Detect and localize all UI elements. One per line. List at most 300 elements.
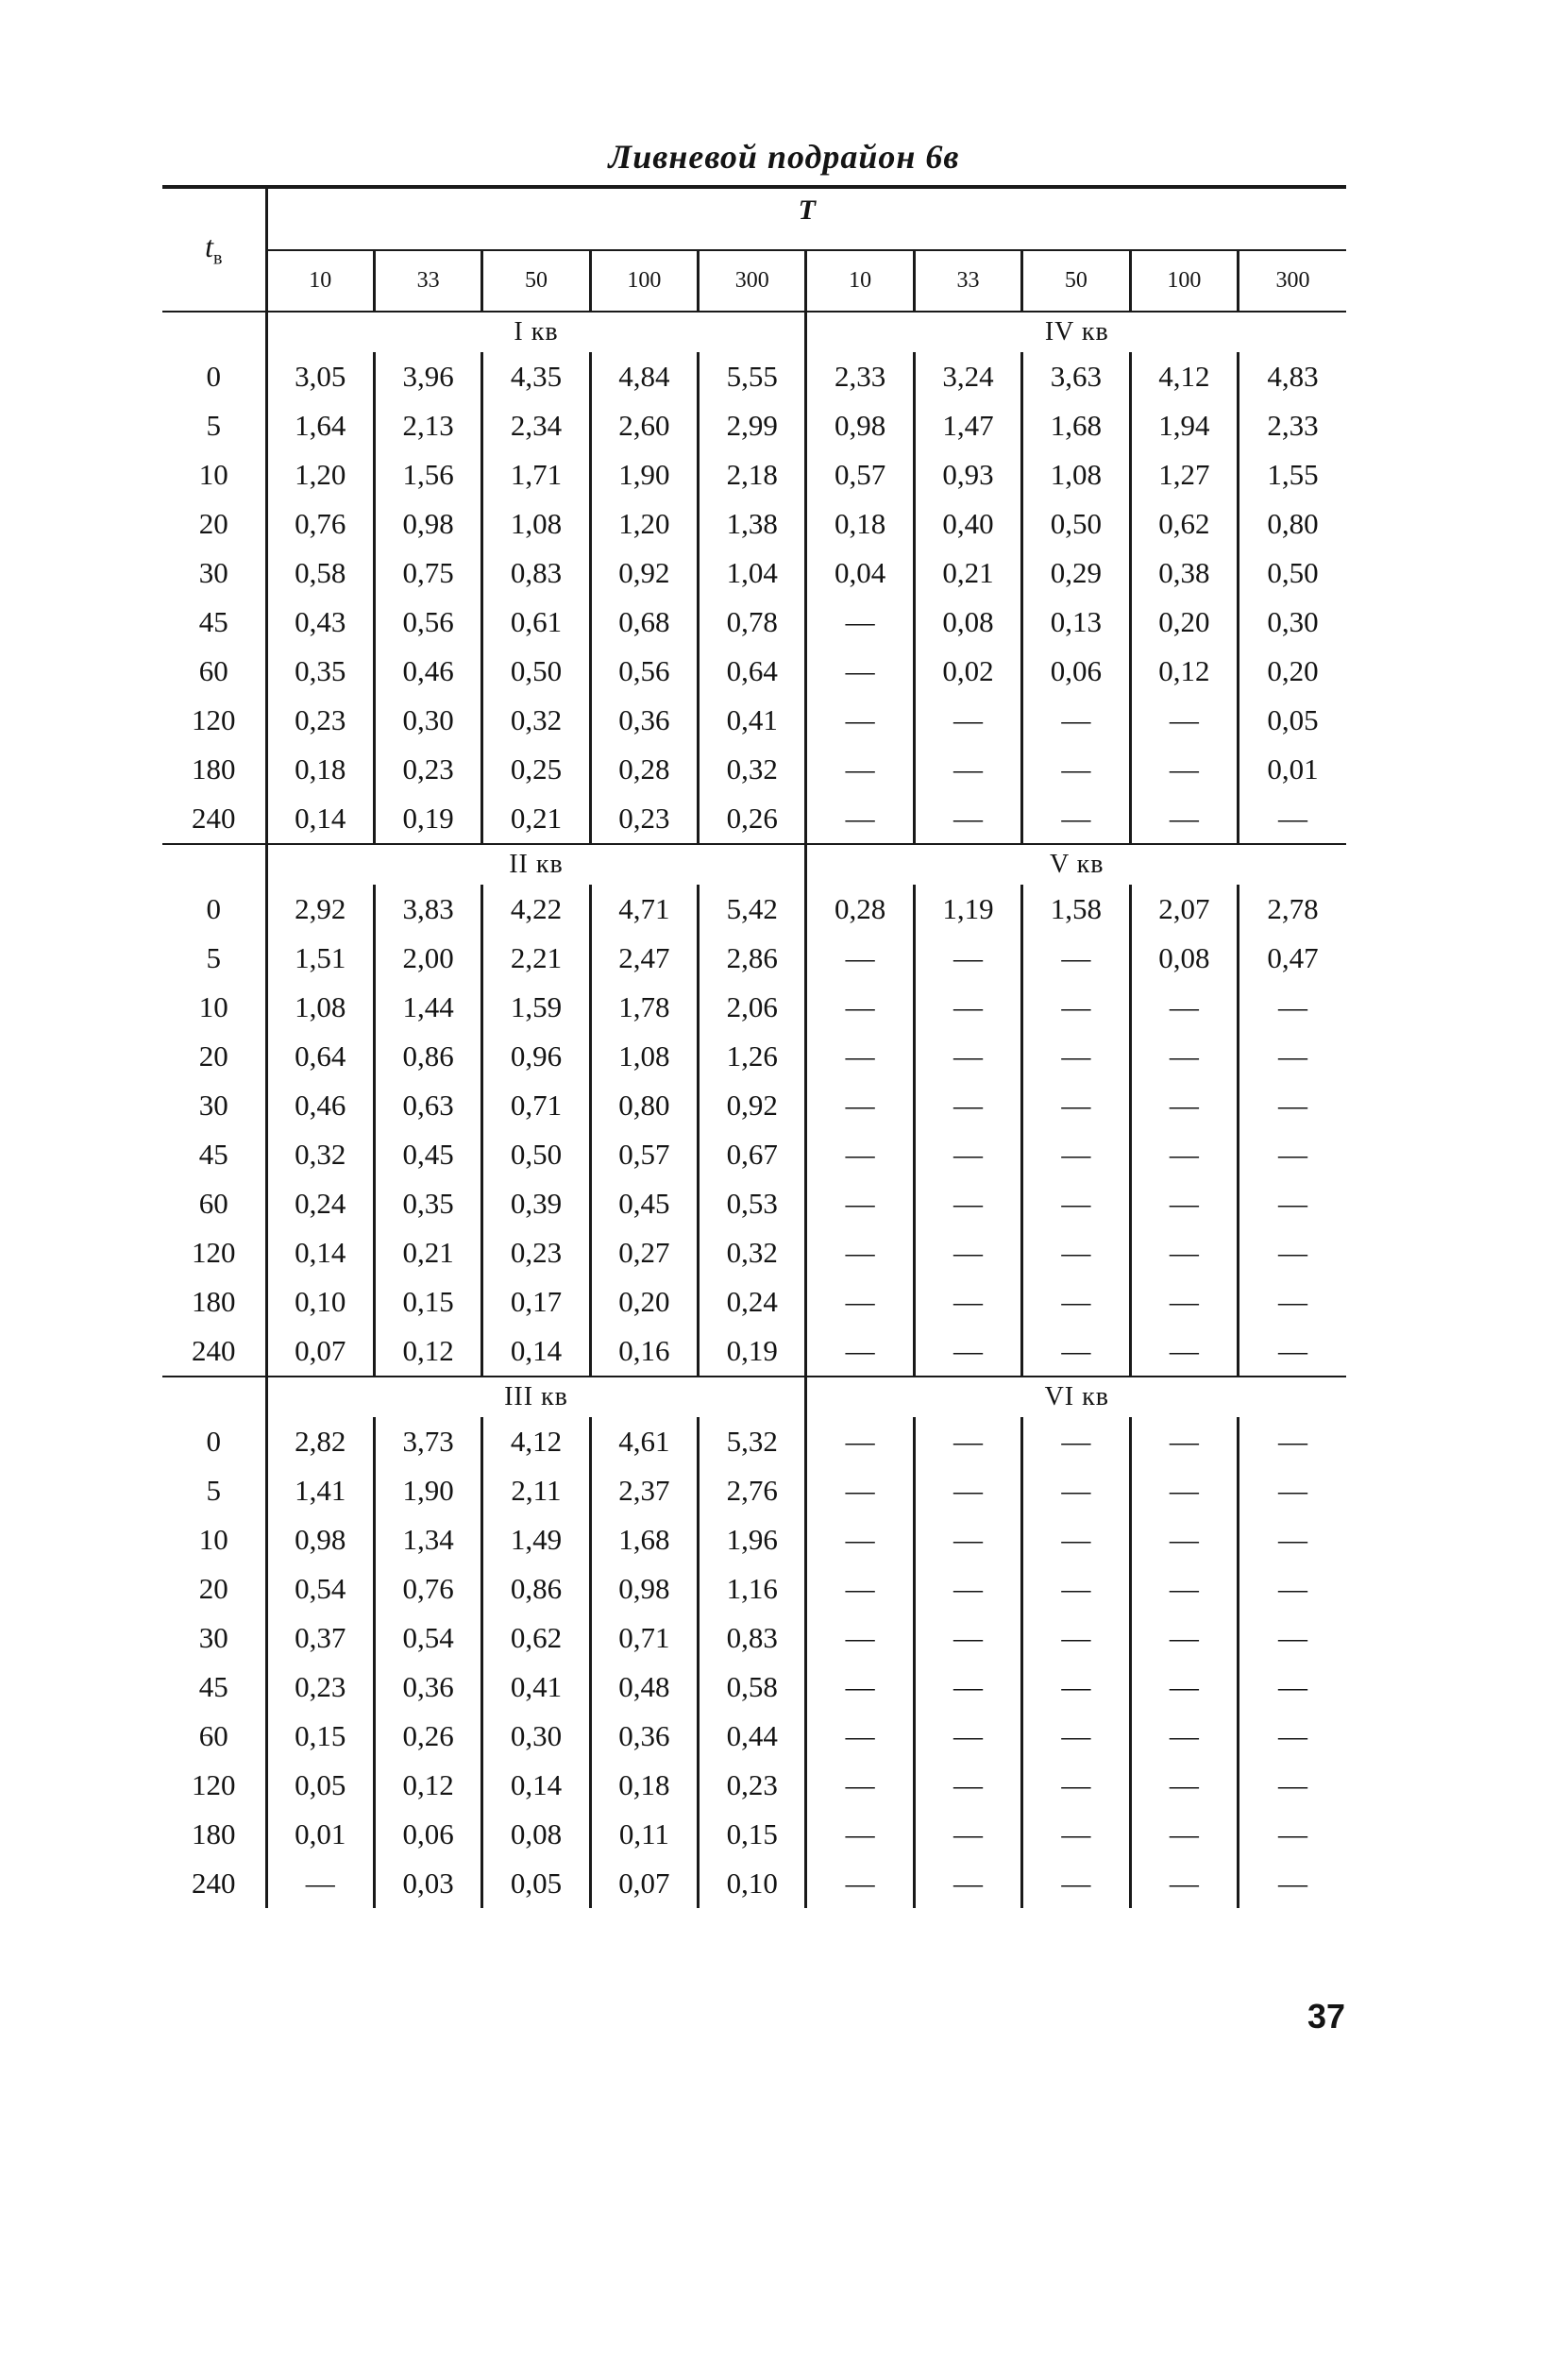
period-header-row: [162, 250, 1346, 312]
table-row: [162, 499, 1346, 549]
value-cell: 0,57: [590, 1130, 698, 1179]
value-cell: 0,83: [699, 1613, 806, 1663]
duration-cell: 0: [206, 1425, 221, 1458]
value-cell: —: [1022, 934, 1130, 983]
value-cell: —: [1130, 1466, 1238, 1515]
value-cell: —: [806, 1663, 914, 1712]
value-cell: —: [1239, 1613, 1347, 1663]
value-cell: —: [1022, 794, 1130, 844]
value-cell: 0,07: [266, 1326, 374, 1377]
value-cell: —: [1239, 1277, 1347, 1326]
page-number: 37: [1307, 1997, 1346, 2036]
value-cell: —: [1239, 1130, 1347, 1179]
value-cell: —: [1130, 1564, 1238, 1613]
value-cell: —: [1022, 696, 1130, 745]
duration-cell: 120: [192, 1768, 236, 1801]
value-cell: 0,36: [590, 696, 698, 745]
table-row: [162, 1663, 1346, 1712]
value-cell: —: [1239, 1564, 1347, 1613]
t-symbol: t: [205, 229, 213, 264]
value-cell: 0,19: [374, 794, 481, 844]
table-row: [162, 1564, 1346, 1613]
table-row: [162, 450, 1346, 499]
value-cell: —: [1130, 1515, 1238, 1564]
value-cell: 0,56: [590, 647, 698, 696]
period-header-10: 300: [1239, 250, 1347, 312]
value-cell: 0,14: [266, 1228, 374, 1277]
value-cell: 1,08: [590, 1032, 698, 1081]
section-label-left: III кв: [266, 1377, 806, 1417]
value-cell: 1,19: [914, 885, 1021, 934]
value-cell: —: [1022, 1326, 1130, 1377]
value-cell: 0,26: [699, 794, 806, 844]
value-cell: 0,20: [590, 1277, 698, 1326]
rainfall-table: [162, 185, 1346, 1908]
value-cell: 0,58: [699, 1663, 806, 1712]
value-cell: 1,71: [482, 450, 590, 499]
value-cell: 0,18: [266, 745, 374, 794]
table-row: [162, 352, 1346, 401]
duration-cell: 30: [198, 556, 228, 589]
section-header-row: [162, 1377, 1346, 1417]
value-cell: 0,53: [699, 1179, 806, 1228]
value-cell: 0,40: [914, 499, 1021, 549]
period-header-3: 50: [482, 250, 590, 312]
value-cell: 0,50: [1239, 549, 1347, 598]
header-row-top: [162, 187, 1346, 250]
value-cell: 5,42: [699, 885, 806, 934]
value-cell: —: [1130, 794, 1238, 844]
value-cell: 1,47: [914, 401, 1021, 450]
value-cell: 4,35: [482, 352, 590, 401]
value-cell: 5,55: [699, 352, 806, 401]
value-cell: 2,78: [1239, 885, 1347, 934]
value-cell: 0,45: [590, 1179, 698, 1228]
value-cell: —: [1239, 1179, 1347, 1228]
value-cell: —: [1130, 1663, 1238, 1712]
value-cell: —: [1130, 696, 1238, 745]
duration-cell: 10: [198, 990, 228, 1023]
table-row: [162, 983, 1346, 1032]
value-cell: 4,22: [482, 885, 590, 934]
value-cell: —: [914, 934, 1021, 983]
value-cell: —: [1022, 1466, 1130, 1515]
value-cell: 1,27: [1130, 450, 1238, 499]
value-cell: 0,32: [266, 1130, 374, 1179]
value-cell: 0,26: [374, 1712, 481, 1761]
value-cell: 0,07: [590, 1859, 698, 1908]
value-cell: 0,37: [266, 1613, 374, 1663]
value-cell: —: [266, 1859, 374, 1908]
period-header-2: 33: [374, 250, 481, 312]
value-cell: 0,98: [266, 1515, 374, 1564]
value-cell: 1,59: [482, 983, 590, 1032]
value-cell: 1,90: [374, 1466, 481, 1515]
value-cell: 0,28: [590, 745, 698, 794]
value-cell: —: [914, 1663, 1021, 1712]
value-cell: 2,33: [1239, 401, 1347, 450]
value-cell: 2,60: [590, 401, 698, 450]
section-label-left: II кв: [266, 844, 806, 885]
duration-cell: 60: [198, 1719, 228, 1752]
value-cell: —: [1239, 983, 1347, 1032]
value-cell: —: [1239, 1761, 1347, 1810]
value-cell: 0,92: [590, 549, 698, 598]
value-cell: 0,15: [374, 1277, 481, 1326]
value-cell: 0,41: [482, 1663, 590, 1712]
duration-cell: 180: [192, 752, 236, 786]
value-cell: —: [1022, 1032, 1130, 1081]
value-cell: —: [914, 1810, 1021, 1859]
value-cell: 0,23: [699, 1761, 806, 1810]
value-cell: —: [1239, 1417, 1347, 1466]
value-cell: —: [914, 983, 1021, 1032]
value-cell: 0,20: [1130, 598, 1238, 647]
duration-cell: 45: [198, 1138, 228, 1171]
table-row: [162, 1712, 1346, 1761]
value-cell: —: [914, 1081, 1021, 1130]
duration-cell: 30: [198, 1089, 228, 1122]
duration-cell: 240: [192, 1867, 236, 1900]
value-cell: —: [806, 794, 914, 844]
section-label-right: IV кв: [806, 312, 1346, 352]
T-group-header: T: [266, 187, 1346, 250]
value-cell: 1,34: [374, 1515, 481, 1564]
duration-cell: 45: [198, 605, 228, 638]
value-cell: 0,23: [266, 1663, 374, 1712]
duration-cell: 5: [206, 409, 221, 442]
value-cell: 0,80: [1239, 499, 1347, 549]
value-cell: —: [806, 1417, 914, 1466]
value-cell: 3,24: [914, 352, 1021, 401]
value-cell: 0,29: [1022, 549, 1130, 598]
section-label-left: I кв: [266, 312, 806, 352]
value-cell: 0,12: [374, 1761, 481, 1810]
value-cell: —: [1022, 1712, 1130, 1761]
value-cell: 2,07: [1130, 885, 1238, 934]
value-cell: 4,71: [590, 885, 698, 934]
duration-cell: 5: [206, 941, 221, 974]
value-cell: 0,30: [1239, 598, 1347, 647]
duration-cell: 240: [192, 1334, 236, 1367]
value-cell: —: [1130, 1032, 1238, 1081]
table-row: [162, 401, 1346, 450]
duration-cell: 120: [192, 703, 236, 736]
value-cell: 0,50: [482, 647, 590, 696]
value-cell: —: [1130, 1613, 1238, 1663]
value-cell: 1,44: [374, 983, 481, 1032]
duration-cell: 20: [198, 1039, 228, 1073]
section-label-right: V кв: [806, 844, 1346, 885]
value-cell: 0,68: [590, 598, 698, 647]
value-cell: 0,78: [699, 598, 806, 647]
duration-cell: 120: [192, 1236, 236, 1269]
value-cell: 0,86: [374, 1032, 481, 1081]
value-cell: —: [806, 1081, 914, 1130]
value-cell: —: [914, 1564, 1021, 1613]
value-cell: 0,75: [374, 549, 481, 598]
value-cell: 2,33: [806, 352, 914, 401]
table-row: [162, 1277, 1346, 1326]
value-cell: 0,21: [482, 794, 590, 844]
value-cell: 2,34: [482, 401, 590, 450]
value-cell: 0,83: [482, 549, 590, 598]
table-row: [162, 794, 1346, 844]
value-cell: —: [1130, 1761, 1238, 1810]
value-cell: —: [914, 1712, 1021, 1761]
value-cell: 2,06: [699, 983, 806, 1032]
value-cell: 0,23: [482, 1228, 590, 1277]
value-cell: —: [1239, 1515, 1347, 1564]
value-cell: 1,55: [1239, 450, 1347, 499]
value-cell: —: [1239, 1228, 1347, 1277]
value-cell: 4,12: [1130, 352, 1238, 401]
value-cell: 0,32: [699, 745, 806, 794]
value-cell: —: [1130, 983, 1238, 1032]
value-cell: 0,45: [374, 1130, 481, 1179]
value-cell: —: [806, 1810, 914, 1859]
value-cell: 0,46: [266, 1081, 374, 1130]
duration-cell: 10: [198, 458, 228, 491]
value-cell: —: [1130, 745, 1238, 794]
value-cell: 0,54: [374, 1613, 481, 1663]
table-row: [162, 1466, 1346, 1515]
table-row: [162, 1859, 1346, 1908]
value-cell: 1,94: [1130, 401, 1238, 450]
table-row: [162, 696, 1346, 745]
duration-cell: 180: [192, 1285, 236, 1318]
duration-cell: 30: [198, 1621, 228, 1654]
duration-cell: 240: [192, 802, 236, 835]
duration-cell: 0: [206, 892, 221, 925]
value-cell: 4,61: [590, 1417, 698, 1466]
value-cell: —: [806, 745, 914, 794]
value-cell: 4,12: [482, 1417, 590, 1466]
period-header-6: 10: [806, 250, 914, 312]
value-cell: 0,44: [699, 1712, 806, 1761]
value-cell: —: [1239, 1663, 1347, 1712]
value-cell: 0,92: [699, 1081, 806, 1130]
value-cell: 0,18: [590, 1761, 698, 1810]
value-cell: 3,05: [266, 352, 374, 401]
value-cell: 0,04: [806, 549, 914, 598]
value-cell: 0,50: [1022, 499, 1130, 549]
section-header-row: [162, 312, 1346, 352]
value-cell: —: [1239, 1466, 1347, 1515]
value-cell: 2,82: [266, 1417, 374, 1466]
period-header-9: 100: [1130, 250, 1238, 312]
value-cell: 0,39: [482, 1179, 590, 1228]
value-cell: 0,46: [374, 647, 481, 696]
value-cell: —: [1022, 745, 1130, 794]
value-cell: 2,47: [590, 934, 698, 983]
value-cell: 0,32: [699, 1228, 806, 1277]
value-cell: —: [806, 983, 914, 1032]
table-row: [162, 745, 1346, 794]
value-cell: 1,08: [482, 499, 590, 549]
value-cell: 2,86: [699, 934, 806, 983]
value-cell: 3,73: [374, 1417, 481, 1466]
table-row: [162, 1130, 1346, 1179]
value-cell: —: [914, 1130, 1021, 1179]
value-cell: 1,96: [699, 1515, 806, 1564]
value-cell: —: [1022, 1859, 1130, 1908]
table-row: [162, 1810, 1346, 1859]
value-cell: 0,76: [266, 499, 374, 549]
value-cell: 1,20: [590, 499, 698, 549]
table-row: [162, 885, 1346, 934]
value-cell: 2,76: [699, 1466, 806, 1515]
value-cell: —: [806, 598, 914, 647]
value-cell: —: [1239, 794, 1347, 844]
value-cell: 0,21: [374, 1228, 481, 1277]
value-cell: —: [914, 794, 1021, 844]
value-cell: 2,13: [374, 401, 481, 450]
duration-cell: 45: [198, 1670, 228, 1703]
value-cell: —: [806, 1277, 914, 1326]
value-cell: 0,23: [590, 794, 698, 844]
value-cell: —: [914, 1277, 1021, 1326]
value-cell: 1,64: [266, 401, 374, 450]
value-cell: 0,25: [482, 745, 590, 794]
value-cell: 0,43: [266, 598, 374, 647]
value-cell: —: [806, 1326, 914, 1377]
value-cell: —: [806, 1130, 914, 1179]
value-cell: 0,48: [590, 1663, 698, 1712]
value-cell: 0,14: [482, 1761, 590, 1810]
value-cell: 0,50: [482, 1130, 590, 1179]
value-cell: —: [1130, 1712, 1238, 1761]
value-cell: 2,00: [374, 934, 481, 983]
value-cell: 0,62: [1130, 499, 1238, 549]
value-cell: —: [914, 1515, 1021, 1564]
value-cell: 4,84: [590, 352, 698, 401]
value-cell: —: [806, 696, 914, 745]
value-cell: 0,17: [482, 1277, 590, 1326]
value-cell: —: [914, 1466, 1021, 1515]
value-cell: —: [1239, 1810, 1347, 1859]
table-row: [162, 647, 1346, 696]
value-cell: 2,21: [482, 934, 590, 983]
value-cell: 0,13: [1022, 598, 1130, 647]
value-cell: —: [806, 1712, 914, 1761]
value-cell: —: [1130, 1179, 1238, 1228]
value-cell: 2,18: [699, 450, 806, 499]
value-cell: —: [1022, 1613, 1130, 1663]
value-cell: —: [1130, 1081, 1238, 1130]
table-row: [162, 1417, 1346, 1466]
value-cell: —: [914, 1032, 1021, 1081]
value-cell: —: [806, 1564, 914, 1613]
table-row: [162, 1032, 1346, 1081]
value-cell: 1,90: [590, 450, 698, 499]
value-cell: 0,14: [266, 794, 374, 844]
value-cell: —: [806, 934, 914, 983]
value-cell: 0,93: [914, 450, 1021, 499]
section-spacer: [162, 844, 266, 885]
value-cell: 0,61: [482, 598, 590, 647]
value-cell: 0,36: [374, 1663, 481, 1712]
value-cell: —: [914, 1761, 1021, 1810]
value-cell: —: [1022, 1179, 1130, 1228]
value-cell: 3,83: [374, 885, 481, 934]
value-cell: 0,18: [806, 499, 914, 549]
value-cell: —: [806, 1761, 914, 1810]
value-cell: 0,71: [590, 1613, 698, 1663]
value-cell: 0,38: [1130, 549, 1238, 598]
value-cell: —: [806, 647, 914, 696]
value-cell: 0,15: [699, 1810, 806, 1859]
value-cell: —: [1022, 1417, 1130, 1466]
value-cell: 2,92: [266, 885, 374, 934]
value-cell: 3,96: [374, 352, 481, 401]
value-cell: —: [1130, 1228, 1238, 1277]
value-cell: 1,41: [266, 1466, 374, 1515]
value-cell: 1,04: [699, 549, 806, 598]
value-cell: —: [1239, 1081, 1347, 1130]
value-cell: 0,76: [374, 1564, 481, 1613]
value-cell: —: [806, 1859, 914, 1908]
value-cell: 0,21: [914, 549, 1021, 598]
value-cell: 1,58: [1022, 885, 1130, 934]
value-cell: 0,06: [374, 1810, 481, 1859]
value-cell: —: [1022, 1761, 1130, 1810]
value-cell: —: [1022, 1515, 1130, 1564]
value-cell: 0,08: [1130, 934, 1238, 983]
value-cell: 0,10: [266, 1277, 374, 1326]
table-row: [162, 934, 1346, 983]
value-cell: 0,67: [699, 1130, 806, 1179]
table-row: [162, 1761, 1346, 1810]
value-cell: 5,32: [699, 1417, 806, 1466]
period-header-5: 300: [699, 250, 806, 312]
value-cell: 0,10: [699, 1859, 806, 1908]
value-cell: 0,80: [590, 1081, 698, 1130]
value-cell: —: [914, 745, 1021, 794]
value-cell: —: [806, 1228, 914, 1277]
value-cell: 0,62: [482, 1613, 590, 1663]
value-cell: 0,08: [482, 1810, 590, 1859]
value-cell: 0,64: [699, 647, 806, 696]
period-header-8: 50: [1022, 250, 1130, 312]
duration-cell: 180: [192, 1817, 236, 1850]
value-cell: 0,24: [266, 1179, 374, 1228]
value-cell: —: [1130, 1810, 1238, 1859]
table-body: [162, 312, 1346, 1908]
value-cell: 0,15: [266, 1712, 374, 1761]
value-cell: —: [806, 1179, 914, 1228]
table-row: [162, 1515, 1346, 1564]
value-cell: 2,11: [482, 1466, 590, 1515]
value-cell: —: [1130, 1277, 1238, 1326]
value-cell: 0,71: [482, 1081, 590, 1130]
value-cell: 0,98: [374, 499, 481, 549]
duration-cell: 5: [206, 1474, 221, 1507]
page-title: Ливневой подрайон 6в: [608, 138, 960, 176]
value-cell: —: [914, 1326, 1021, 1377]
value-cell: 0,23: [374, 745, 481, 794]
value-cell: 0,63: [374, 1081, 481, 1130]
value-cell: —: [1022, 1663, 1130, 1712]
value-cell: 3,63: [1022, 352, 1130, 401]
value-cell: —: [1130, 1326, 1238, 1377]
value-cell: 4,83: [1239, 352, 1347, 401]
value-cell: 0,56: [374, 598, 481, 647]
section-spacer: [162, 312, 266, 352]
value-cell: 0,05: [482, 1859, 590, 1908]
value-cell: 0,35: [266, 647, 374, 696]
value-cell: 0,36: [590, 1712, 698, 1761]
